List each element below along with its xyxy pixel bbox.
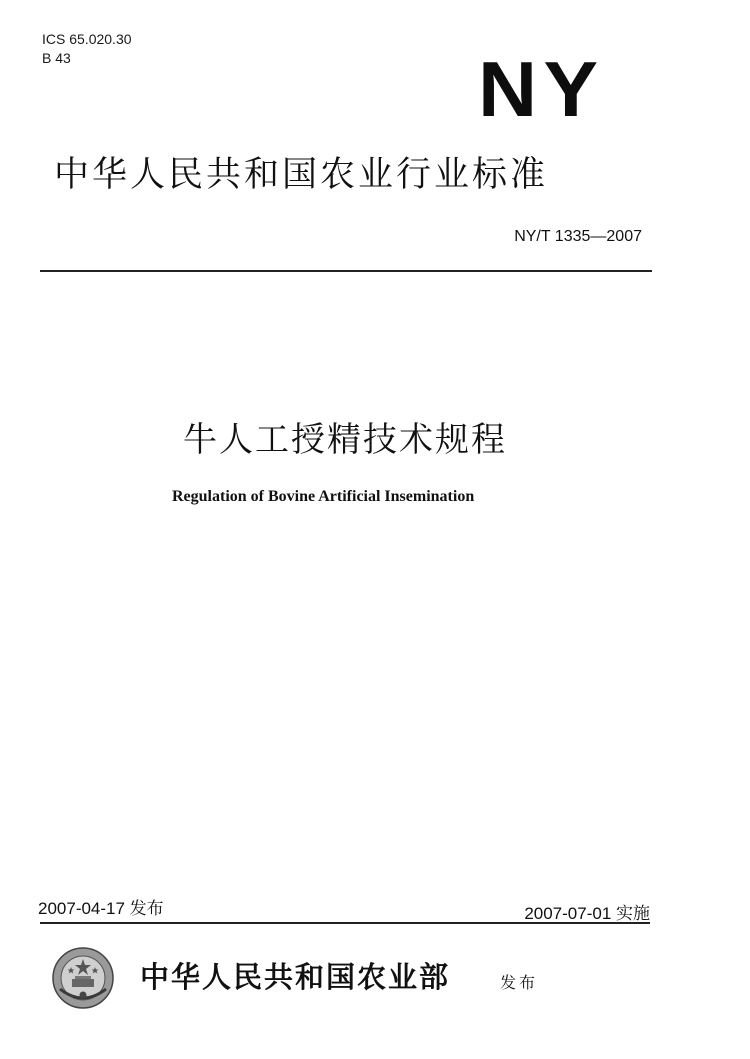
ny-logo: NY <box>478 45 605 133</box>
bottom-divider <box>40 922 650 924</box>
classification-code: B 43 <box>42 50 71 66</box>
issuing-ministry: 中华人民共和国农业部 <box>140 960 451 994</box>
top-divider <box>40 270 652 272</box>
standard-number: NY/T 1335—2007 <box>514 228 642 245</box>
standard-type-title: 中华人民共和国农业行业标准 <box>54 155 549 195</box>
classification-codes <box>42 30 132 68</box>
ics-code: ICS 65.020.30 <box>42 31 132 47</box>
national-emblem-icon <box>50 945 116 1011</box>
issue-date: 2007-04-17 发布 <box>38 899 164 918</box>
document-title-chinese: 牛人工授精技术规程 <box>183 420 507 460</box>
publish-label: 发布 <box>500 973 539 992</box>
implementation-date: 2007-07-01 实施 <box>524 904 650 923</box>
document-title-english: Regulation of Bovine Artificial Insemination <box>172 488 475 505</box>
